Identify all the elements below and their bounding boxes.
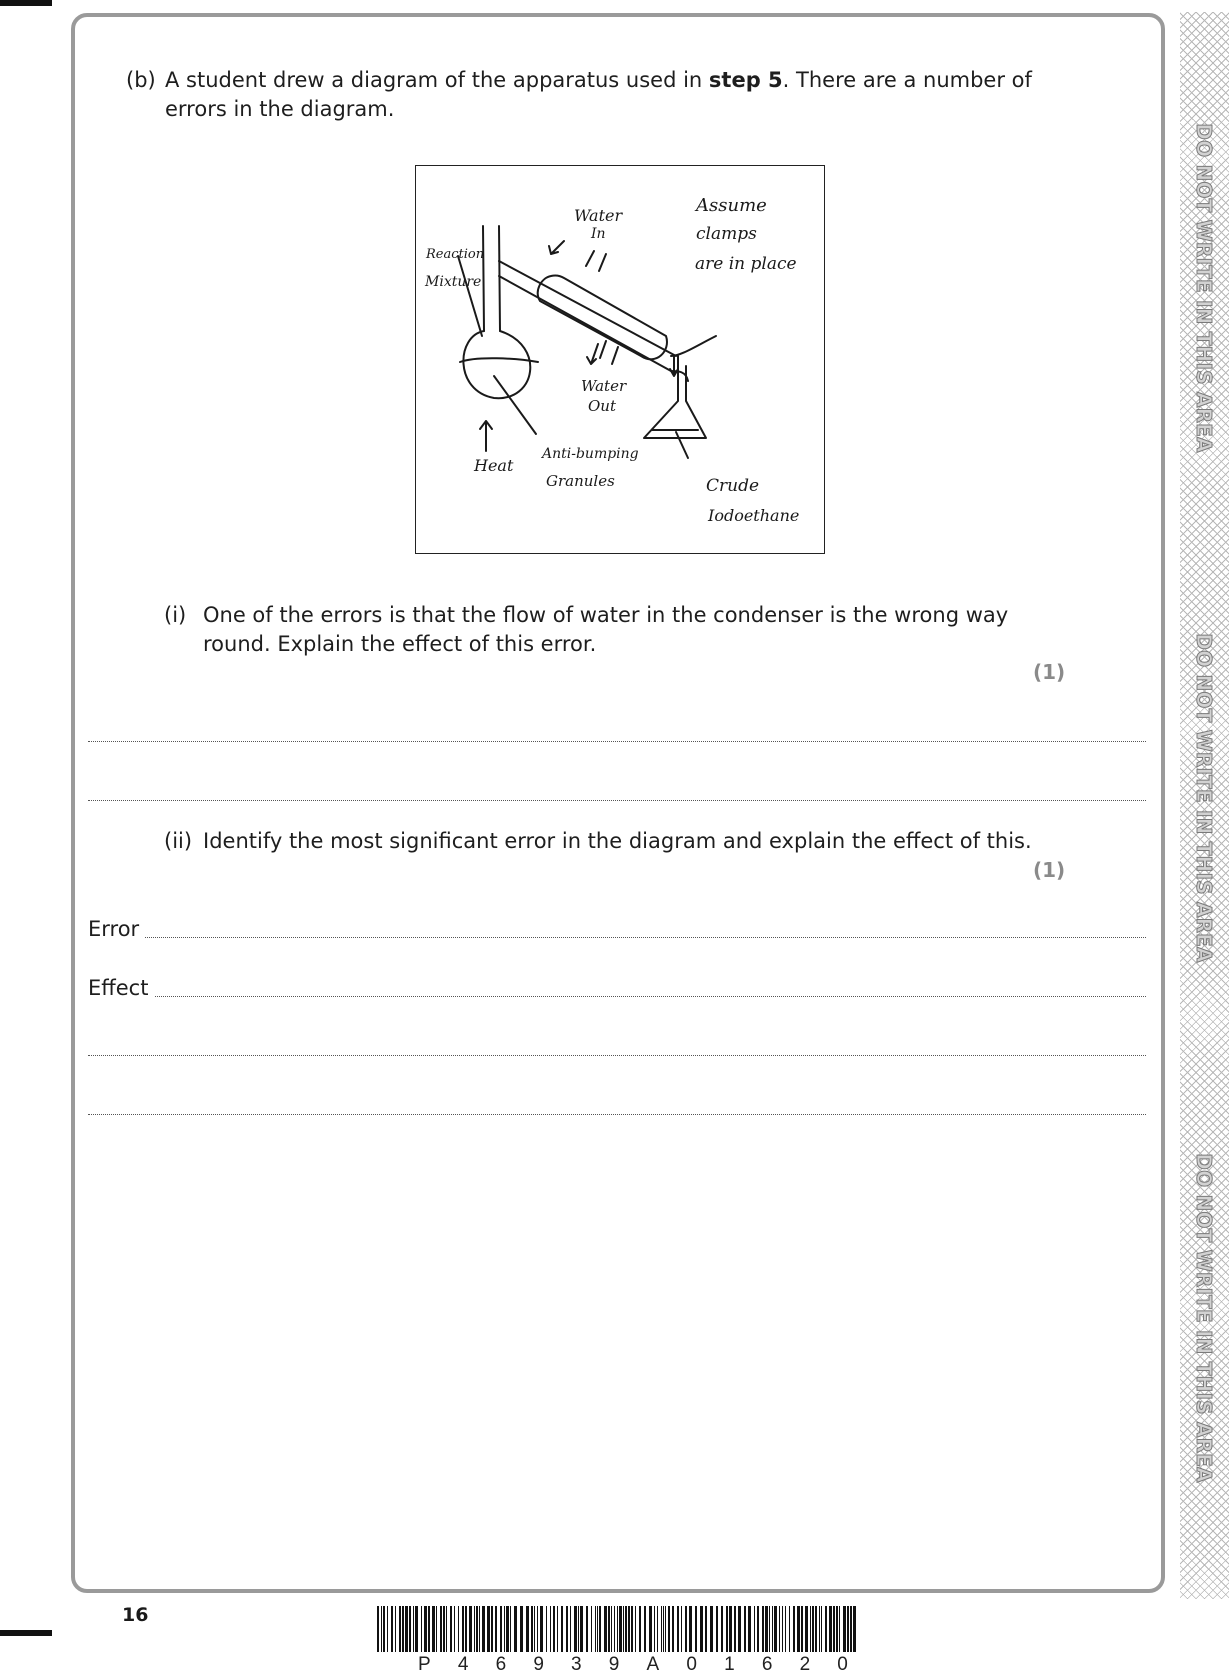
heat-arrow (480, 421, 492, 451)
flask-neck-left (483, 226, 484, 331)
barcode-bar (440, 1606, 442, 1652)
label-water-in-2: In (591, 226, 606, 242)
barcode-bar (570, 1606, 571, 1652)
barcode-bar (550, 1606, 551, 1652)
barcode-bar (377, 1606, 379, 1652)
barcode-bar (526, 1606, 529, 1652)
barcode-bar (789, 1606, 790, 1652)
barcode-bar (685, 1606, 687, 1652)
barcode-bar (625, 1606, 627, 1652)
barcode-bar (409, 1606, 411, 1652)
barcode-bar (402, 1606, 404, 1652)
barcode-bar (595, 1606, 596, 1652)
part-ii-text: Identify the most significant error in the diagram and explain the effect of this. (203, 829, 1032, 853)
distillate-arrow (670, 356, 678, 376)
barcode-bar (395, 1606, 396, 1652)
barcode-digit: A (646, 1654, 660, 1675)
barcode-bar (801, 1606, 803, 1652)
answer-line-i-2[interactable] (88, 800, 1146, 801)
barcode-bar (628, 1606, 630, 1652)
barcode-bar (785, 1606, 786, 1652)
barcode-bar (514, 1606, 517, 1652)
barcode-bar (681, 1606, 682, 1652)
question-text-line1 (165, 66, 1032, 95)
barcode-bar (821, 1606, 822, 1652)
barcode-bar (695, 1606, 697, 1652)
barcode-bar (557, 1606, 558, 1652)
barcode-digit: 0 (686, 1654, 697, 1675)
barcode-bar (853, 1606, 856, 1652)
barcode-bar (540, 1606, 543, 1652)
apparatus-diagram (415, 165, 825, 554)
answer-line-i-1[interactable] (88, 741, 1146, 742)
barcode-bar (716, 1606, 718, 1652)
water-in-arrow (549, 241, 564, 254)
barcode-bar (450, 1606, 452, 1652)
barcode-bar (700, 1606, 703, 1652)
barcode-bar (744, 1606, 746, 1652)
barcode-bar (839, 1606, 840, 1652)
barcode-bar (677, 1606, 679, 1652)
barcode-bar (657, 1606, 658, 1652)
barcode-bar (591, 1606, 592, 1652)
barcode-bar (672, 1606, 674, 1652)
label-anti-bumping-2: Granules (546, 472, 615, 490)
effect-answer-line[interactable] (155, 996, 1146, 997)
barcode-bar (782, 1606, 783, 1652)
barcode-bar (726, 1606, 728, 1652)
question-step-bold: step 5 (708, 68, 783, 92)
barcode-bar (546, 1606, 547, 1652)
barcode-bar (608, 1606, 610, 1652)
barcode-bar (487, 1606, 490, 1652)
water-out-arrow (587, 344, 598, 364)
part-i-text-line2: round. Explain the effect of this error. (203, 632, 597, 656)
barcode-bar (847, 1606, 849, 1652)
barcode-bar (432, 1606, 435, 1652)
barcode-bar (663, 1606, 664, 1652)
round-bottom-flask (463, 331, 530, 398)
reaction-liquid (460, 358, 538, 362)
barcode-bar (617, 1606, 618, 1652)
label-water-in-1: Water (574, 206, 623, 225)
barcode-bar (597, 1606, 598, 1652)
barcode-bar (635, 1606, 636, 1652)
barcode-bar (504, 1606, 505, 1652)
barcode-bar (649, 1606, 652, 1652)
question-text-end: . There are a number of (782, 68, 1032, 92)
question-text-start: A student drew a diagram of the apparatus used in (165, 68, 709, 92)
barcode-bar (619, 1606, 622, 1652)
error-label: Error (88, 917, 140, 941)
barcode-bar (537, 1606, 538, 1652)
margin-warning-top: DO NOT WRITE IN THIS AREA (1192, 123, 1216, 453)
barcode-bar (531, 1606, 533, 1652)
barcode-digit: 2 (799, 1654, 811, 1675)
barcode-bar (762, 1606, 764, 1652)
effect-answer-line-2[interactable] (88, 1055, 1146, 1056)
barcode-bar (819, 1606, 820, 1652)
barcode-digit: 4 (457, 1654, 469, 1675)
barcode-bar (391, 1606, 393, 1652)
barcode-bar (734, 1606, 736, 1652)
barcode-bar (580, 1606, 583, 1652)
barcode-bar (729, 1606, 732, 1652)
barcode-bar (399, 1606, 401, 1652)
barcode-bar (757, 1606, 759, 1652)
barcode-bar (506, 1606, 509, 1652)
label-crude-2: Iodoethane (708, 506, 800, 525)
barcode-bar (446, 1606, 447, 1652)
barcode-bar (469, 1606, 472, 1652)
question-label: (b) (126, 68, 156, 92)
question-text-line2: errors in the diagram. (165, 97, 395, 121)
barcode-digit: 9 (533, 1654, 544, 1675)
barcode-bar (754, 1606, 755, 1652)
barcode-bar (623, 1606, 624, 1652)
barcode-bar (479, 1606, 480, 1652)
barcode-bar (611, 1606, 612, 1652)
barcode-bar (644, 1606, 646, 1652)
barcode-bar (765, 1606, 768, 1652)
barcode-bar (510, 1606, 511, 1652)
barcode-bar (462, 1606, 464, 1652)
part-i-label: (i) (164, 603, 187, 627)
part-i-marks: (1) (1033, 660, 1066, 684)
barcode-bar (387, 1606, 388, 1652)
barcode-bar (574, 1606, 577, 1652)
barcode-bar (561, 1606, 563, 1652)
barcode-bar (578, 1606, 579, 1652)
part-i-text-line1: One of the errors is that the flow of water in the condenser is the wrong way (203, 603, 1009, 627)
label-crude-1: Crude (706, 476, 760, 496)
label-water-out-2: Out (588, 397, 616, 415)
barcode-bar (748, 1606, 751, 1652)
barcode-bar (415, 1606, 418, 1652)
effect-label: Effect (88, 976, 149, 1000)
barcode-bar (710, 1606, 713, 1652)
barcode-bar (738, 1606, 741, 1652)
barcode-bar (465, 1606, 467, 1652)
barcode-bar (825, 1606, 827, 1652)
barcode-bar (829, 1606, 832, 1652)
water-inlet-stub (586, 251, 606, 271)
barcode-bar (639, 1606, 641, 1652)
label-assume-2: clamps (696, 224, 757, 244)
barcode-bar (424, 1606, 427, 1652)
label-assume-3: are in place (695, 254, 797, 274)
barcode-bar (405, 1606, 408, 1652)
barcode-bar (454, 1606, 455, 1652)
margin-warning-middle: DO NOT WRITE IN THIS AREA (1192, 633, 1216, 963)
barcode-bar (566, 1606, 568, 1652)
barcode-bar (443, 1606, 445, 1652)
delivery-tube-top (499, 261, 676, 356)
label-reaction-1: Reaction (426, 247, 485, 262)
barcode-bar (604, 1606, 607, 1652)
barcode-bar (491, 1606, 493, 1652)
barcode-bar (654, 1606, 655, 1652)
barcode-bar (631, 1606, 633, 1652)
barcode-digit: 6 (761, 1654, 773, 1675)
barcode-bar (769, 1606, 770, 1652)
barcode-bar (836, 1606, 838, 1652)
barcode-bar (614, 1606, 615, 1652)
barcode-digit: 3 (571, 1654, 582, 1675)
barcode-bar (553, 1606, 555, 1652)
barcode-bar (586, 1606, 588, 1652)
registration-mark-bottom (0, 1630, 52, 1636)
barcode-bar (705, 1606, 707, 1652)
barcode-digits (418, 1654, 848, 1676)
barcode-bar (421, 1606, 422, 1652)
barcode-bar (520, 1606, 523, 1652)
barcode-bar (772, 1606, 773, 1652)
part-ii-label: (ii) (164, 829, 193, 853)
barcode-bar (812, 1606, 814, 1652)
barcode-bar (383, 1606, 385, 1652)
barcode-bar (774, 1606, 777, 1652)
barcode-bar (381, 1606, 382, 1652)
barcode-bar (843, 1606, 846, 1652)
barcode-bar (661, 1606, 662, 1652)
label-reaction-2: Mixture (425, 274, 482, 290)
barcode-bar (500, 1606, 502, 1652)
barcode-digit: 9 (608, 1654, 620, 1675)
label-anti-bumping-1: Anti-bumping (542, 446, 639, 462)
effect-answer-line-3[interactable] (88, 1114, 1146, 1115)
barcode-bar (797, 1606, 800, 1652)
barcode-digit: 6 (495, 1654, 507, 1675)
barcode (377, 1606, 861, 1654)
distillation-sketch (416, 166, 823, 552)
barcode-bar (428, 1606, 430, 1652)
barcode-bar (665, 1606, 666, 1652)
label-water-out-1: Water (581, 377, 627, 395)
label-assume-1: Assume (696, 195, 767, 216)
barcode-bar (482, 1606, 485, 1652)
label-heat: Heat (474, 456, 514, 475)
barcode-digit: 0 (837, 1654, 848, 1675)
barcode-bar (436, 1606, 437, 1652)
barcode-digit: P (418, 1654, 431, 1675)
barcode-bar (850, 1606, 852, 1652)
barcode-bar (599, 1606, 601, 1652)
error-answer-line[interactable] (145, 937, 1146, 938)
barcode-digit: 1 (724, 1654, 735, 1675)
barcode-bar (495, 1606, 497, 1652)
adapter-upper (671, 336, 716, 356)
barcode-bar (474, 1606, 475, 1652)
barcode-bar (534, 1606, 535, 1652)
barcode-bar (668, 1606, 670, 1652)
barcode-bar (779, 1606, 780, 1652)
barcode-bar (413, 1606, 414, 1652)
part-ii-marks: (1) (1033, 858, 1066, 882)
margin-warning-bottom: DO NOT WRITE IN THIS AREA (1192, 1153, 1216, 1483)
registration-mark-top (0, 0, 52, 6)
barcode-bar (810, 1606, 811, 1652)
barcode-bar (833, 1606, 835, 1652)
barcode-bar (689, 1606, 692, 1652)
water-outlet-stub (600, 341, 618, 364)
flask-neck-right (499, 226, 500, 331)
barcode-bar (815, 1606, 817, 1652)
page-number: 16 (122, 1604, 149, 1626)
barcode-bar (458, 1606, 459, 1652)
barcode-bar (805, 1606, 808, 1652)
barcode-bar (476, 1606, 478, 1652)
barcode-bar (721, 1606, 723, 1652)
barcode-bar (793, 1606, 795, 1652)
